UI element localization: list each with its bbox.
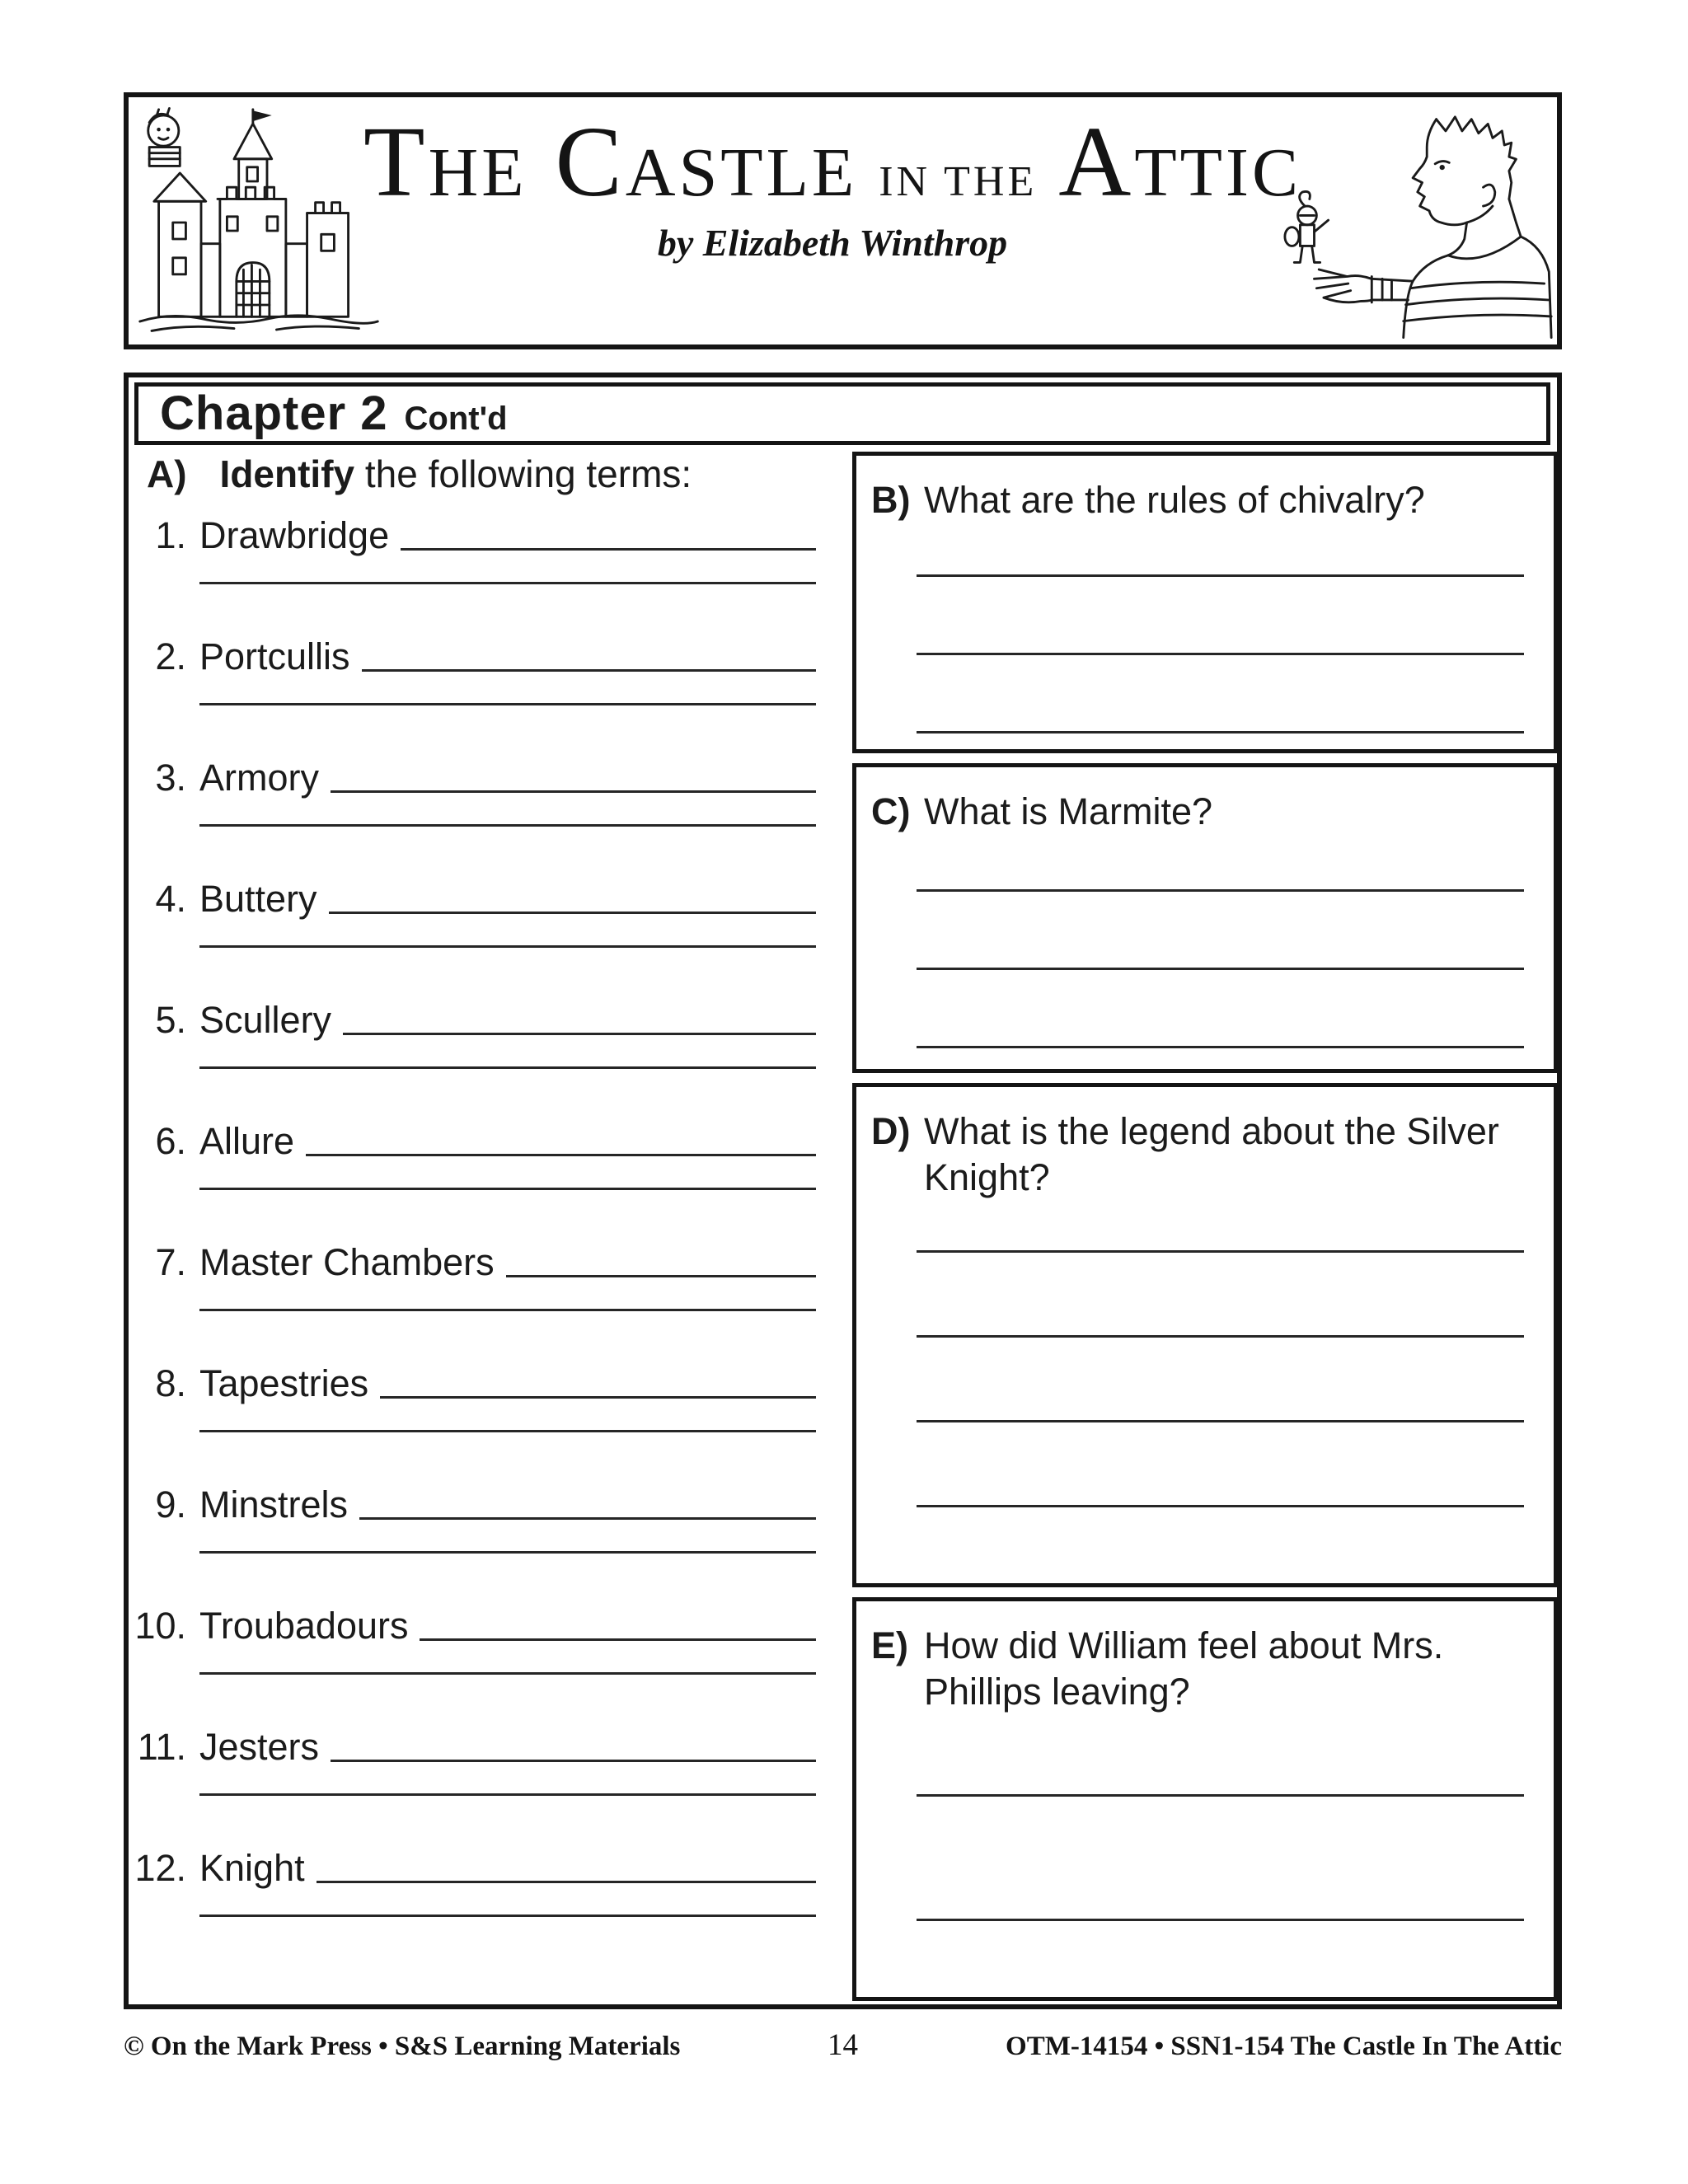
term-row	[132, 874, 816, 996]
answer-line	[316, 1881, 816, 1883]
answer-line	[917, 653, 1524, 655]
page-number: 14	[828, 2028, 858, 2062]
question-text: How did William feel about Mrs. Phillips leaving?	[924, 1624, 1444, 1713]
title-part: TTIC	[1134, 134, 1301, 211]
term-number: 1.	[155, 514, 186, 556]
title-part: ASTLE	[625, 134, 858, 211]
term-number: 4.	[155, 878, 186, 920]
answer-line	[199, 945, 816, 948]
answer-line	[401, 548, 816, 551]
question-label: D)	[871, 1110, 911, 1152]
section-a-heading-rest: the following terms:	[354, 452, 692, 495]
answer-line	[199, 1188, 816, 1190]
boy-holding-knight-illustration	[1260, 104, 1554, 341]
term-row	[132, 996, 816, 1117]
question-box-c	[852, 763, 1558, 1073]
chapter-title-bar	[134, 382, 1550, 445]
question-label: E)	[871, 1624, 908, 1666]
section-a-heading	[132, 452, 816, 511]
answer-line	[199, 1793, 816, 1796]
answer-line	[343, 1033, 816, 1035]
term-row	[132, 1117, 816, 1238]
answer-line	[420, 1638, 816, 1641]
product-code: OTM-14154 • SSN1-154 The Castle In The Attic	[1006, 2032, 1562, 2061]
answer-line	[380, 1396, 816, 1399]
term-word: Scullery	[199, 999, 332, 1041]
term-number: 2.	[155, 635, 186, 677]
answer-line	[917, 1420, 1524, 1422]
answer-line	[199, 1066, 816, 1069]
title-part: IN THE	[879, 158, 1038, 205]
term-number: 12.	[134, 1847, 186, 1889]
term-number: 8.	[155, 1362, 186, 1404]
term-word: Knight	[199, 1847, 305, 1889]
term-number: 5.	[155, 999, 186, 1041]
term-word: Troubadours	[199, 1605, 409, 1647]
section-a-heading-bold: Identify	[219, 452, 355, 495]
term-row	[132, 753, 816, 874]
answer-line	[306, 1154, 816, 1156]
answer-line	[917, 1335, 1524, 1338]
publisher-credit: © On the Mark Press • S&S Learning Materials	[124, 2032, 681, 2061]
term-number: 7.	[155, 1241, 186, 1283]
question-box-e	[852, 1597, 1558, 2001]
term-word: Minstrels	[199, 1483, 349, 1526]
term-row	[132, 1844, 816, 1965]
term-row	[132, 1238, 816, 1359]
question-text: What is the legend about the Silver Knight?	[924, 1110, 1499, 1198]
book-title-text	[363, 106, 1301, 218]
term-word: Tapestries	[199, 1362, 369, 1404]
question-box-b	[852, 452, 1558, 753]
answer-line	[917, 889, 1524, 892]
term-word: Drawbridge	[199, 514, 390, 556]
answer-line	[917, 1250, 1524, 1253]
answer-line	[331, 1760, 816, 1762]
chapter-subtitle: Cont'd	[404, 401, 508, 437]
term-number: 6.	[155, 1120, 186, 1162]
answer-line	[917, 574, 1524, 577]
section-a	[132, 452, 816, 1965]
question-text: What are the rules of chivalry?	[924, 479, 1425, 521]
answer-line	[199, 1430, 816, 1432]
header	[124, 92, 1562, 349]
answer-line	[199, 1309, 816, 1311]
term-word: Master Chambers	[199, 1241, 495, 1283]
question-box-d	[852, 1083, 1558, 1587]
answer-line	[359, 1517, 816, 1520]
term-number: 9.	[155, 1483, 186, 1526]
answer-line	[917, 1505, 1524, 1507]
answer-line	[917, 1794, 1524, 1797]
answer-line	[506, 1275, 816, 1277]
term-row	[132, 1601, 816, 1722]
term-row	[132, 1359, 816, 1480]
term-row	[132, 632, 816, 753]
answer-line	[199, 703, 816, 705]
page-footer	[124, 2027, 1562, 2063]
answer-line	[362, 669, 816, 672]
answer-line	[917, 1046, 1524, 1048]
question-text: What is Marmite?	[924, 790, 1213, 832]
answer-line	[331, 790, 816, 793]
answer-line	[199, 1672, 816, 1675]
castle-illustration	[135, 102, 382, 343]
answer-line	[917, 1919, 1524, 1921]
term-word: Buttery	[199, 878, 317, 920]
answer-line	[199, 1551, 816, 1554]
answer-line	[199, 824, 816, 827]
answer-line	[917, 968, 1524, 970]
answer-line	[199, 1915, 816, 1917]
term-word: Armory	[199, 757, 319, 799]
answer-line	[199, 582, 816, 584]
byline: by Elizabeth Winthrop	[657, 222, 1008, 264]
term-row	[132, 1722, 816, 1844]
title-part: HE	[428, 134, 528, 211]
section-a-label: A)	[147, 452, 187, 495]
term-row	[132, 1480, 816, 1601]
term-row	[132, 511, 816, 632]
term-number: 10.	[134, 1605, 186, 1647]
title-part: A	[1058, 106, 1135, 218]
term-number: 3.	[155, 757, 186, 799]
answer-line	[917, 731, 1524, 733]
term-number: 11.	[137, 1726, 186, 1768]
chapter-title: Chapter 2	[160, 387, 388, 440]
title-part: T	[363, 106, 429, 218]
question-label: B)	[871, 479, 911, 521]
book-title	[363, 106, 1301, 265]
term-word: Jesters	[199, 1726, 320, 1768]
term-word: Allure	[199, 1120, 295, 1162]
question-label: C)	[871, 790, 911, 832]
answer-line	[329, 912, 816, 914]
title-part: C	[555, 106, 626, 218]
term-word: Portcullis	[199, 635, 350, 677]
